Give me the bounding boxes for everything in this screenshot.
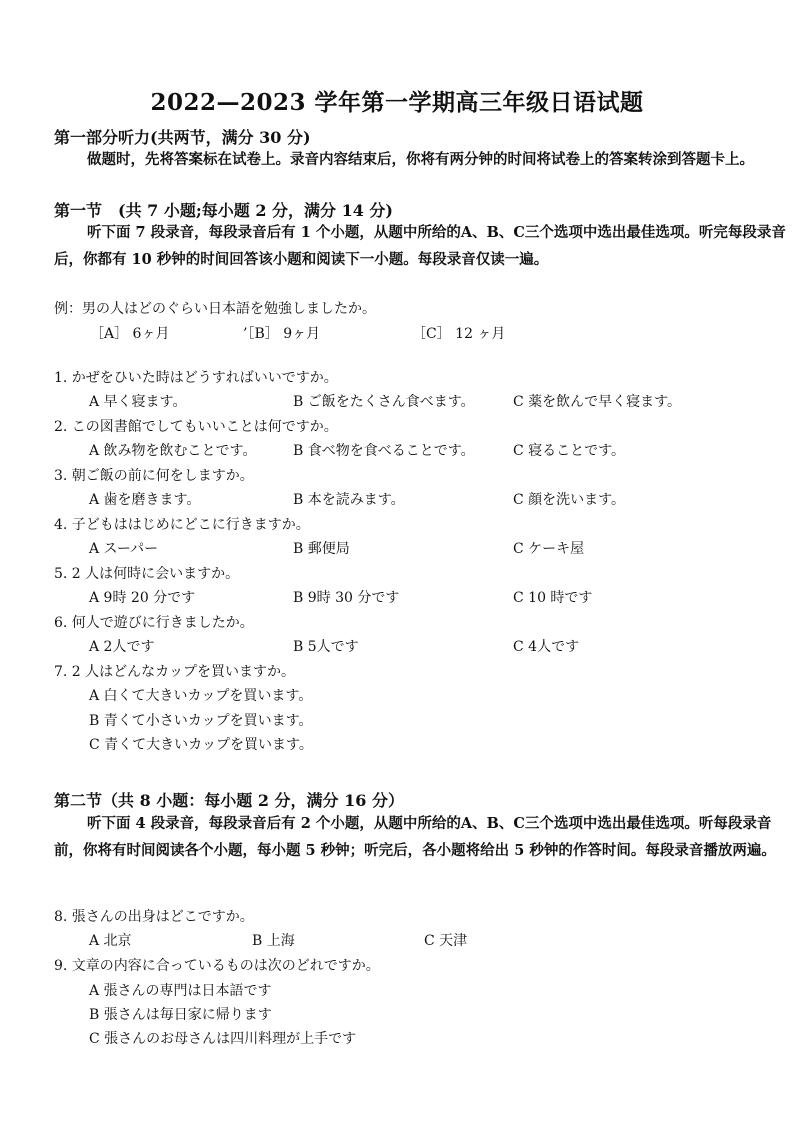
- question-6: 6. 何人で遊びに行きましたか。: [54, 615, 254, 631]
- question-4-option-a: A スーパー: [89, 541, 159, 557]
- example-option-b: ’［B］ 9ヶ月: [243, 326, 321, 342]
- question-1-option-a: A 早く寝ます。: [89, 394, 187, 410]
- question-7-option-a: A 白くて大きいカップを買います。: [89, 688, 313, 704]
- question-9-option-a: A 張さんの専門は日本語です: [89, 983, 272, 999]
- question-2-option-a: A 飲み物を飲むことです。: [89, 443, 257, 459]
- question-3-option-c: C 顔を洗います。: [513, 492, 626, 508]
- question-6-option-a: A 2人です: [89, 639, 155, 655]
- question-6-option-c: C 4人です: [513, 639, 580, 655]
- section2-heading: 第二节（共 8 小题：每小题 2 分，满分 16 分）: [54, 791, 404, 810]
- question-2-option-c: C 寝ることです。: [513, 443, 626, 459]
- question-5-option-c: C 10 時です: [513, 590, 593, 606]
- question-9-option-b: B 張さんは毎日家に帰ります: [89, 1007, 272, 1023]
- question-4-option-b: B 郵便局: [293, 541, 350, 557]
- part1-heading: 第一部分听力(共两节，满分 30 分): [54, 128, 311, 147]
- question-8-option-a: A 北京: [89, 933, 132, 949]
- question-3-option-a: A 歯を磨きます。: [89, 492, 201, 508]
- question-7: 7. 2 人はどんなカップを買いますか。: [54, 664, 296, 680]
- question-2: 2. この図書館でしてもいいことは何ですか。: [54, 419, 338, 435]
- question-9: 9. 文章の内容に合っているものは次のどれですか。: [54, 958, 380, 974]
- question-3-option-b: B 本を読みます。: [293, 492, 405, 508]
- page-title: 2022—2023 学年第一学期高三年级日语试题: [150, 89, 644, 116]
- question-3: 3. 朝ご飯の前に何をしますか。: [54, 468, 254, 484]
- question-4-option-c: C ケーキ屋: [513, 541, 585, 557]
- question-7-option-b: B 青くて小さいカップを買います。: [89, 713, 313, 729]
- question-9-option-c: C 張さんのお母さんは四川料理が上手です: [89, 1031, 357, 1047]
- question-5-option-b: B 9時 30 分です: [293, 590, 400, 606]
- part1-instruction: 做题时，先将答案标在试卷上。录音内容结束后，你将有两分钟的时间将试卷上的答案转涂到答题卡上。: [87, 151, 754, 168]
- example-question: 例：男の人はどのぐらい日本語を勉強しましたか。: [54, 301, 376, 317]
- example-option-c: ［C］ 12 ヶ月: [412, 326, 506, 342]
- question-8-option-c: C 天津: [424, 933, 468, 949]
- question-8-option-b: B 上海: [252, 933, 295, 949]
- question-1: 1. かぜをひいた時はどうすればいいですか。: [54, 370, 338, 386]
- section1-instruction: 听下面 7 段录音，每段录音后有 1 个小题，从题中所给的A、B、C三个选项中选出最佳选项。听完每段录音后，你都有 10 秒钟的时间回答该小题和阅读下一小题。每段录音仅读一遍。: [54, 224, 786, 268]
- section1-heading: 第一节 (共 7 小题;每小题 2 分，满分 14 分): [54, 201, 394, 220]
- question-5: 5. 2 人は何時に会いますか。: [54, 566, 240, 582]
- question-7-option-c: C 青くて大きいカップを買います。: [89, 737, 313, 753]
- question-1-option-b: B ご飯をたくさん食べます。: [293, 394, 475, 410]
- question-6-option-b: B 5人です: [293, 639, 359, 655]
- example-option-a: ［A］ 6ヶ月: [90, 326, 170, 342]
- question-2-option-b: B 食べ物を食べることです。: [293, 443, 475, 459]
- question-5-option-a: A 9時 20 分です: [89, 590, 196, 606]
- section2-instruction: 听下面 4 段录音，每段录音后有 2 个小题，从题中所给的A、B、C三个选项中选出最佳选项。听每段录音前，你将有时间阅读各个小题，每小题 5 秒钟；听完后，各小题将给出 5 秒钟的作答时间。每段录音播放两遍。: [54, 815, 776, 859]
- question-4: 4. 子どもははじめにどこに行きますか。: [54, 517, 310, 533]
- question-1-option-c: C 薬を飲んで早く寝ます。: [513, 394, 682, 410]
- question-8: 8. 張さんの出身はどこですか。: [54, 909, 254, 925]
